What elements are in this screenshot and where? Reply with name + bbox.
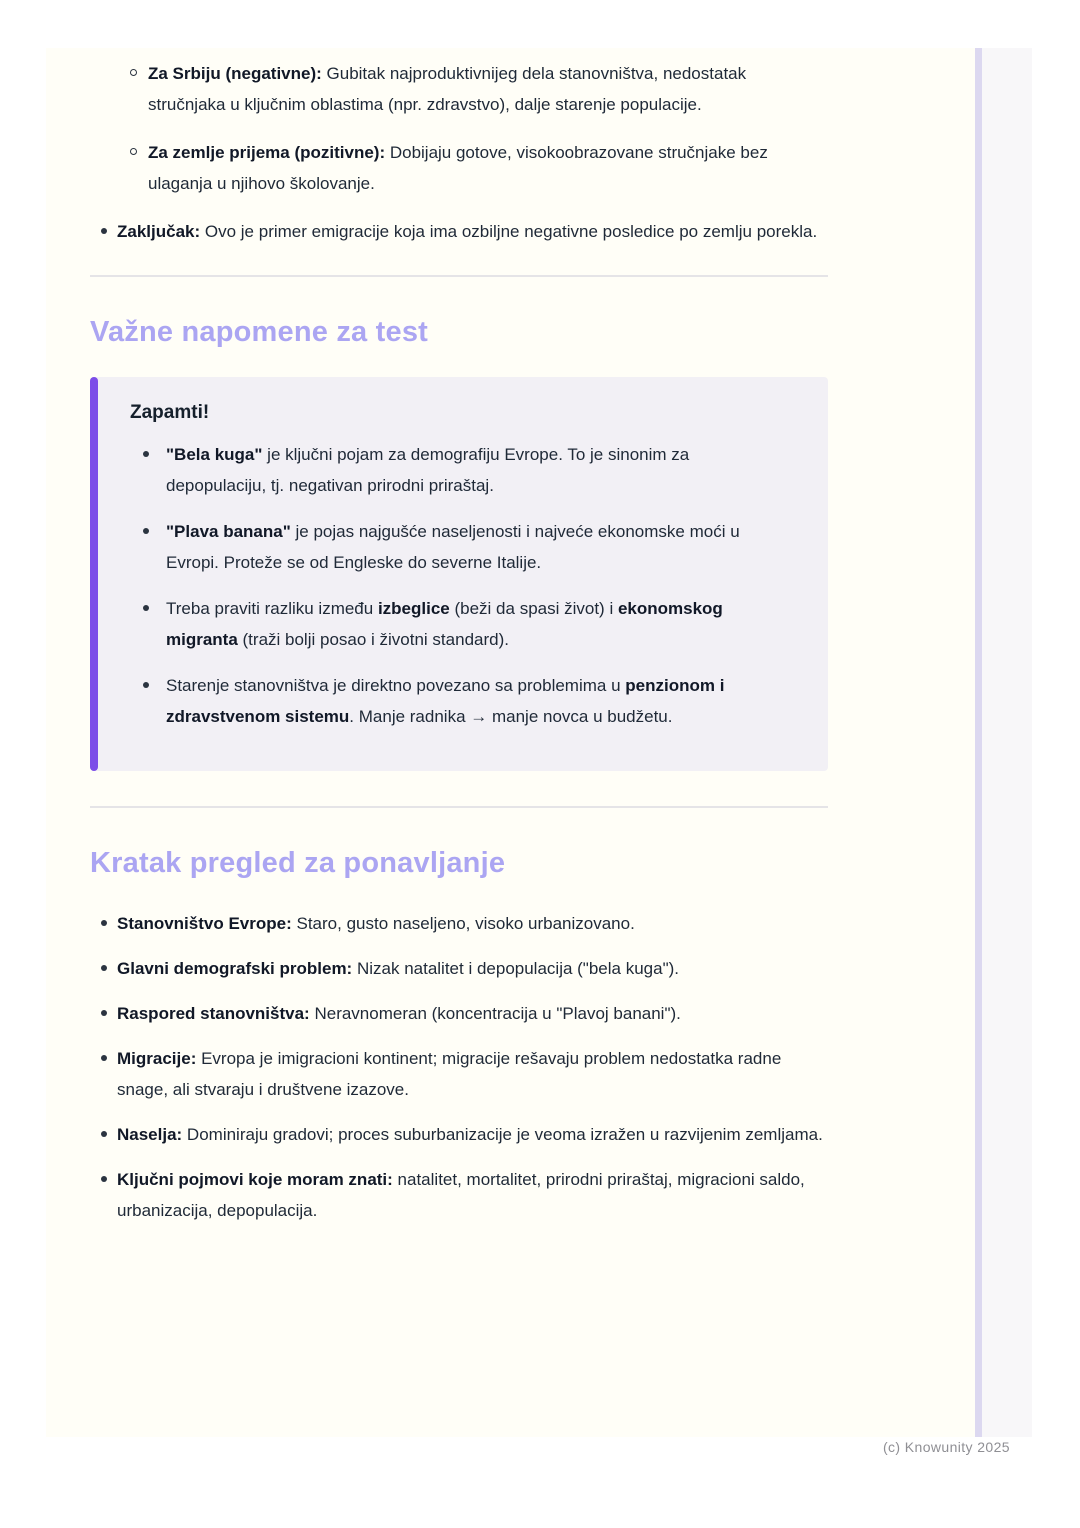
list-item <box>90 58 828 120</box>
list-item-text: Zaključak: Ovo je primer emigracije koja ima ozbiljne negativne posledice po zemlju porekla. <box>117 222 818 241</box>
list-item <box>130 593 792 655</box>
disc-bullet-icon <box>101 1055 107 1061</box>
conclusion-list <box>90 216 828 247</box>
callout-title: Zapamti! <box>130 402 210 423</box>
disc-bullet-icon <box>101 1176 107 1182</box>
list-item <box>90 953 828 984</box>
circle-bullet-icon <box>130 69 137 76</box>
list-item <box>130 516 792 578</box>
callout-accent-bar <box>90 377 98 771</box>
list-item-text: Raspored stanovništva: Neravnomeran (koncentracija u "Plavoj banani"). <box>117 1004 681 1023</box>
list-item-text: Za zemlje prijema (pozitivne): Dobijaju gotove, visokoobrazovane stručnjake bez ulaganja u njihovo školovanje. <box>148 143 768 193</box>
list-item <box>130 670 792 732</box>
list-item-text: Glavni demografski problem: Nizak natalitet i depopulacija ("bela kuga"). <box>117 959 679 978</box>
list-item <box>90 216 828 247</box>
list-item-text: Ključni pojmovi koje moram znati: natalitet, mortalitet, prirodni priraštaj, migracioni saldo, urbanizacija, depopulacija. <box>117 1170 805 1220</box>
section-divider <box>90 275 828 277</box>
list-item-text: Starenje stanovništva je direktno povezano sa problemima u penzionom i zdravstvenom sistemu. Manje radnika → manje novca u budžetu. <box>166 676 725 726</box>
disc-bullet-icon <box>143 605 149 611</box>
circle-bullet-icon <box>130 148 137 155</box>
disc-bullet-icon <box>101 920 107 926</box>
list-item-text: "Bela kuga" je ključni pojam za demografiju Evrope. To je sinonim za depopulaciju, tj. negativan prirodni priraštaj. <box>166 445 690 495</box>
document-page <box>46 48 1032 1437</box>
disc-bullet-icon <box>101 1131 107 1137</box>
disc-bullet-icon <box>101 965 107 971</box>
list-item-text: Za Srbiju (negativne): Gubitak najproduktivnijeg dela stanovništva, nedostatak stručnjaka u ključnim oblastima (npr. zdravstvo), dalje starenje populacije. <box>148 64 747 114</box>
list-item-text: "Plava banana" je pojas najgušće naseljenosti i najveće ekonomske moći u Evropi. Proteže se od Engleske do severne Italije. <box>166 522 740 572</box>
list-item-text: Stanovništvo Evrope: Staro, gusto naseljeno, visoko urbanizovano. <box>117 914 635 933</box>
callout-list <box>130 439 792 732</box>
page-right-accent-line <box>975 48 982 1437</box>
list-item <box>90 137 828 199</box>
page-content <box>90 48 828 1240</box>
list-item <box>130 439 792 501</box>
page-right-gutter <box>982 48 1032 1437</box>
section-divider <box>90 806 828 808</box>
list-item <box>90 998 828 1029</box>
disc-bullet-icon <box>101 1010 107 1016</box>
list-item <box>90 1164 828 1226</box>
disc-bullet-icon <box>143 451 149 457</box>
disc-bullet-icon <box>143 528 149 534</box>
list-item-text: Treba praviti razliku između izbeglice (beži da spasi život) i ekonomskog migranta (traži bolji posao i životni standard). <box>166 599 723 649</box>
list-item <box>90 908 828 939</box>
list-item-text: Naselja: Dominiraju gradovi; proces suburbanizacije je veoma izražen u razvijenim zemljama. <box>117 1125 823 1144</box>
callout-box <box>90 377 828 771</box>
notes-section-heading: Važne napomene za test <box>90 316 429 348</box>
copyright-footer: (c) Knowunity 2025 <box>882 1439 1010 1455</box>
summary-list <box>90 908 828 1226</box>
emigration-effects-sublist <box>90 58 828 199</box>
summary-section-heading: Kratak pregled za ponavljanje <box>90 847 506 879</box>
list-item <box>90 1043 828 1105</box>
disc-bullet-icon <box>101 228 107 234</box>
list-item <box>90 1119 828 1150</box>
disc-bullet-icon <box>143 682 149 688</box>
list-item-text: Migracije: Evropa je imigracioni kontinent; migracije rešavaju problem nedostatka radne snage, ali stvaraju i društvene izazove. <box>117 1049 782 1099</box>
